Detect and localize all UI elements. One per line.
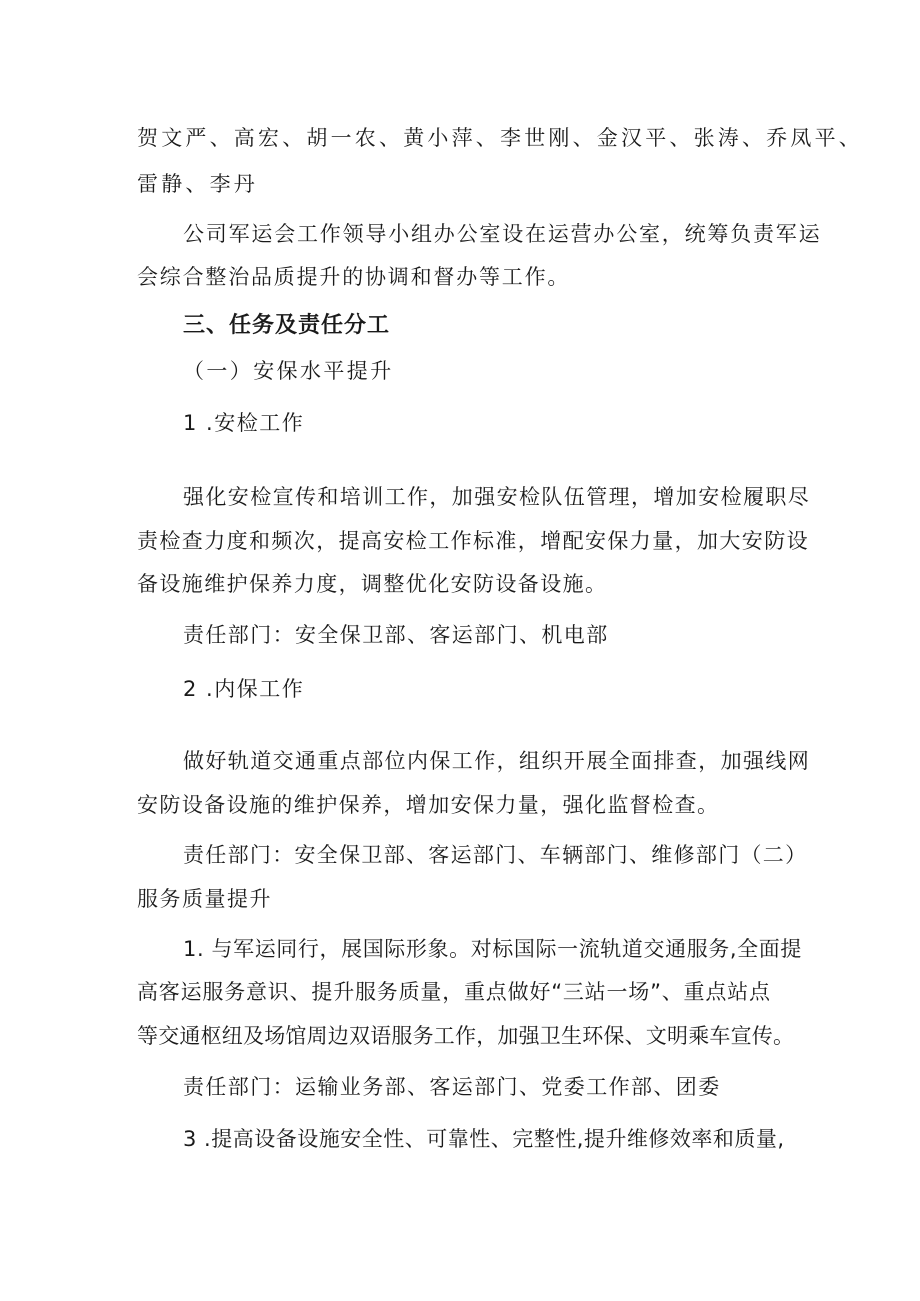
item-heading-equipment: 3 .提高设备设施安全性、可靠性、完整性,提升维修效率和质量, <box>183 1127 785 1151</box>
responsible-dept-3: 责任部门：运输业务部、客运部门、党委工作部、团委 <box>183 1075 721 1099</box>
text-line-names-1: 贺文严、高宏、胡一农、黄小萍、李世刚、金汉平、张涛、乔凤平、 <box>137 126 863 150</box>
text-line-internal-1: 做好轨道交通重点部位内保工作，组织开展全面排查，加强线网 <box>183 749 811 773</box>
text-line-check-2: 责检查力度和频次，提高安检工作标准，增配安保力量，加大安防设 <box>137 529 809 553</box>
text-line-service-1: 1. 与军运同行，展国际形象。对标国际一流轨道交通服务,全面提 <box>183 937 802 961</box>
section-heading-3: 三、任务及责任分工 <box>183 313 391 338</box>
text-line-check-1: 强化安检宣传和培训工作，加强安检队伍管理，增加安检履职尽 <box>183 485 811 509</box>
text-line-service-2: 高客运服务意识、提升服务质量，重点做好“三站一场”、重点站点 <box>137 980 771 1004</box>
subsection-heading-1: （一）安保水平提升 <box>183 359 394 383</box>
text-line-names-2: 雷静、李丹 <box>137 172 258 196</box>
text-line-internal-2: 安防设备设施的维护保养，增加安保力量，强化监督检查。 <box>137 793 720 817</box>
text-line-check-3: 备设施维护保养力度，调整优化安防设备设施。 <box>137 572 608 596</box>
text-line-service-3: 等交通枢纽及场馆周边双语服务工作，加强卫生环保、文明乘车宣传。 <box>137 1024 795 1048</box>
responsible-dept-1: 责任部门：安全保卫部、客运部门、机电部 <box>183 623 609 647</box>
item-heading-security-check: 1 .安检工作 <box>183 411 305 435</box>
item-heading-internal-security: 2 .内保工作 <box>183 677 305 701</box>
responsible-dept-2: 责任部门：安全保卫部、客运部门、车辆部门、维修部门（二） <box>183 843 808 867</box>
subsection-heading-2: 服务质量提升 <box>137 887 272 911</box>
text-line-office-2: 会综合整治品质提升的协调和督办等工作。 <box>137 265 571 289</box>
text-line-office-1: 公司军运会工作领导小组办公室设在运营办公室，统筹负责军运 <box>183 222 822 246</box>
